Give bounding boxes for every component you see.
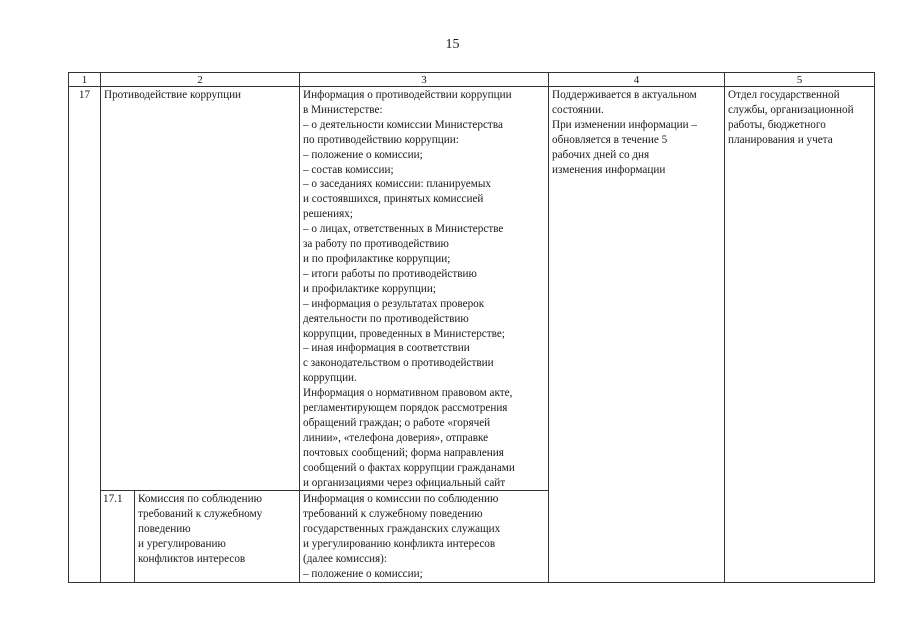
column-header-3: 3 bbox=[300, 73, 549, 87]
subrow-title: Комиссия по соблюдению требований к служебному поведению и урегулированию конфликтов интересов bbox=[135, 491, 300, 582]
page-number: 15 bbox=[445, 37, 460, 52]
subrow-info-content: Информация о комиссии по соблюдению требований к служебному поведению государственных гражданских служащих и урегулированию конфликта интересов (далее комиссия): – положение о комиссии; bbox=[300, 491, 549, 582]
disclosure-table bbox=[68, 72, 875, 583]
table-row bbox=[69, 87, 875, 491]
row-title: Противодействие коррупции bbox=[101, 87, 300, 491]
column-header-2: 2 bbox=[101, 73, 300, 87]
column-header-1: 1 bbox=[69, 73, 101, 87]
info-content: Информация о противодействии коррупции в Министерстве: – о деятельности комиссии Министерства по противодействию коррупции: – положение о комиссии; – состав комиссии; – о заседаниях комиссии: планируемых и состоявшихся, принятых комиссией решениях; – о лицах, ответственных в Министерстве за работу по противодействию и по профилактике коррупции; – итоги работы по противодействию и профилактике коррупции; – информация о результатах проверок деятельности по противодействию коррупции, проведенных в Министерстве; – иная информация в соответствии с законодательством о противодействии коррупции. Информация о нормативном правовом акте, регламентирующем порядок рассмотрения обращений граждан; о работе «горячей линии», «телефона доверия», отправке почтовых сообщений; форма направления сообщений о фактах коррупции гражданами и организациями через официальный сайт bbox=[300, 87, 549, 491]
column-header-4: 4 bbox=[549, 73, 725, 87]
header-row bbox=[69, 73, 875, 87]
column-header-5: 5 bbox=[725, 73, 875, 87]
subrow-number: 17.1 bbox=[101, 491, 135, 582]
responsible-unit: Отдел государственной службы, организационной работы, бюджетного планирования и учета bbox=[725, 87, 875, 583]
update-period: Поддерживается в актуальном состоянии. При изменении информации – обновляется в течение 5 рабочих дней со дня изменения информации bbox=[549, 87, 725, 583]
row-number: 17 bbox=[69, 87, 101, 583]
